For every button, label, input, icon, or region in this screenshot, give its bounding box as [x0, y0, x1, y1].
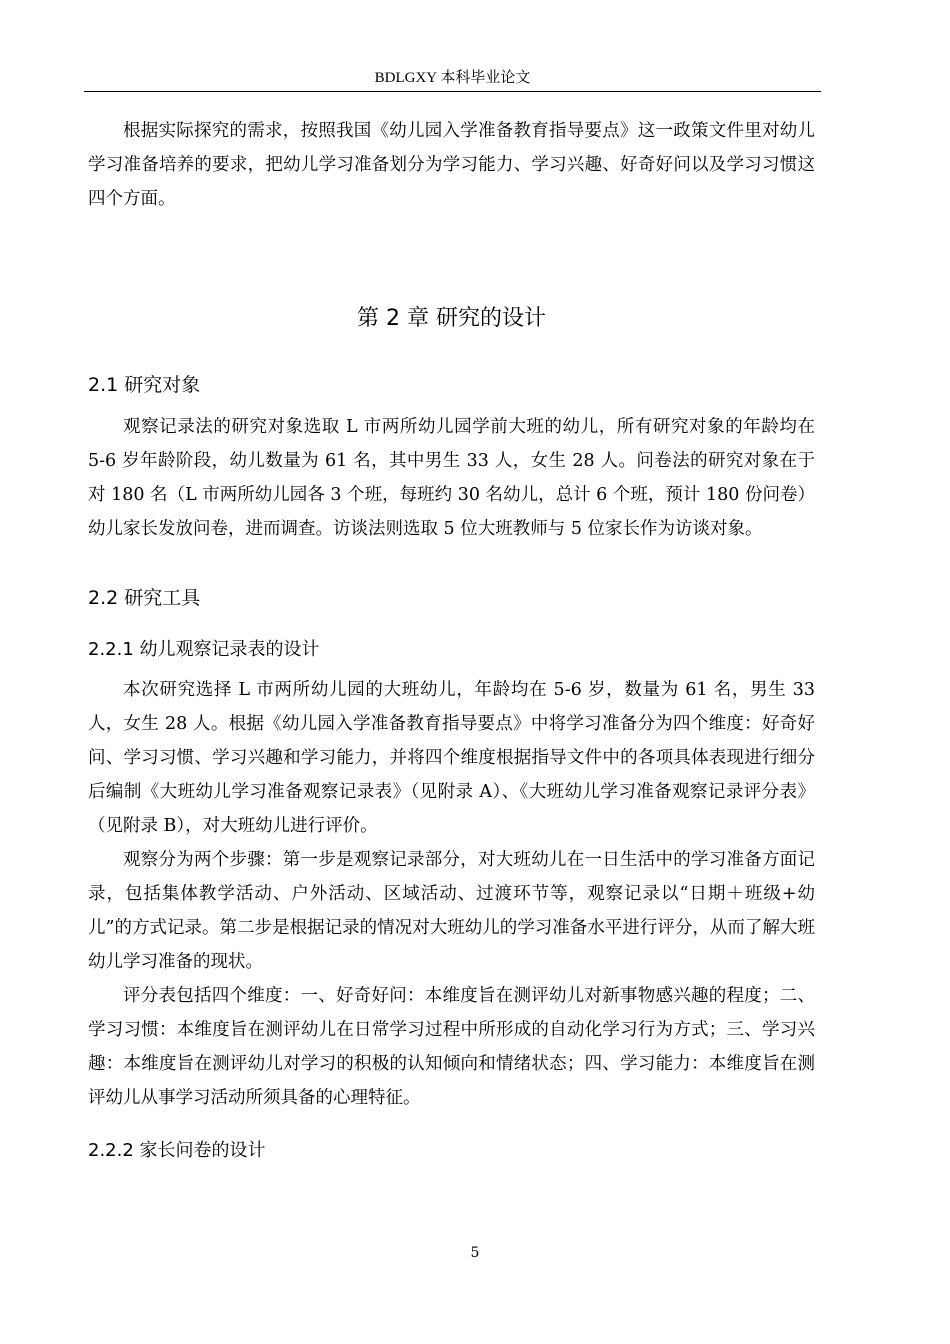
subsection-2-2-1-paragraph-2: 观察分为两个步骤：第一步是观察记录部分，对大班幼儿在一日生活中的学习准备方面记录，包括集体教学活动、户外活动、区域活动、过渡环节等，观察记录以“日期＋班级+幼儿”的方式记录。第二步是根据记录的情况对大班幼儿的学习准备水平进行评分，从而了解大班幼儿学习准备的现状。 — [88, 850, 815, 972]
subsection-2-2-1-paragraph-3: 评分表包括四个维度：一、好奇好问：本维度旨在测评幼儿对新事物感兴趣的程度；二、学习习惯：本维度旨在测评幼儿在日常学习过程中所形成的自动化学习行为方式；三、学习兴趣：本维度旨在测评幼儿对学习的积极的认知倾向和情绪状态；四、学习能力：本维度旨在测评幼儿从事学习活动所须具备的心理特征。 — [88, 986, 815, 1108]
running-header: BDLGXY 本科毕业论文 — [374, 70, 531, 86]
subsection-heading-2-2-2: 2.2.2 家长问卷的设计 — [88, 1140, 266, 1161]
section-2-1-paragraph: 观察记录法的研究对象选取 L 市两所幼儿园学前大班的幼儿，所有研究对象的年龄均在 5-6 岁年龄阶段，幼儿数量为 61 名，其中男生 33 人，女生 28 人。问卷法的研究对象在于对 180 名（L 市两所幼儿园各 3 个班，每班约 30 名幼儿，总计 6 个班，预计 180 份问卷）幼儿家长发放问卷，进而调查。访谈法则选取 5 位大班教师与 5 位家长作为访谈对象。 — [88, 417, 815, 539]
intro-paragraph: 根据实际探究的需求，按照我国《幼儿园入学准备教育指导要点》这一政策文件里对幼儿学习准备培养的要求，把幼儿学习准备划分为学习能力、学习兴趣、好奇好问以及学习习惯这四个方面。 — [88, 121, 815, 209]
subsection-2-2-1-paragraph-1: 本次研究选择 L 市两所幼儿园的大班幼儿，年龄均在 5-6 岁，数量为 61 名，男生 33 人，女生 28 人。根据《幼儿园入学准备教育指导要点》中将学习准备分为四个维度：好奇好问、学习习惯、学习兴趣和学习能力，并将四个维度根据指导文件中的各项具体表现进行细分后编制《大班幼儿学习准备观察记录表》（见附录 A）、《大班幼儿学习准备观察记录评分表》（见附录 B），对大班幼儿进行评价。 — [88, 680, 815, 836]
header-rule — [84, 91, 821, 92]
chapter-title: 第 2 章 研究的设计 — [357, 306, 546, 331]
page-body — [88, 114, 815, 1165]
subsection-heading-2-2-1: 2.2.1 幼儿观察记录表的设计 — [88, 639, 320, 660]
section-heading-2-1: 2.1 研究对象 — [88, 374, 201, 396]
section-heading-2-2: 2.2 研究工具 — [88, 587, 201, 609]
page-number: 5 — [470, 1245, 480, 1261]
